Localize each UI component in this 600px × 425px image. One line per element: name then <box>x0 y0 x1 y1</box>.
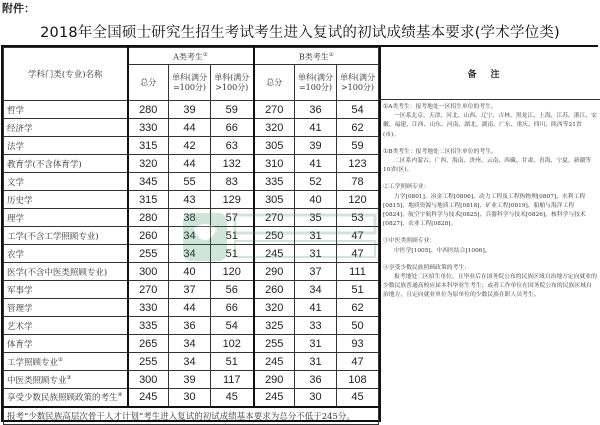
subject-name: 农学 <box>7 249 25 260</box>
score-cell-b-total: 320 <box>254 299 295 317</box>
subject-name-cell <box>4 137 128 155</box>
note-heading: ①A类考生：报考地处一区招生单位的考生。 <box>383 104 497 110</box>
subject-name-cell <box>4 119 128 137</box>
table-row <box>4 263 379 281</box>
score-cell-b-100: 31 <box>295 245 337 263</box>
header-group-a <box>128 48 254 65</box>
note-heading: ③中医类照顾专业： <box>383 238 436 245</box>
subject-name: 艺术学 <box>7 321 33 332</box>
score-cell-b-100: 31 <box>295 227 337 245</box>
score-cell-a-total: 280 <box>128 209 169 227</box>
score-cell-b-100: 33 <box>295 317 337 335</box>
score-cell-b-gt100: 59 <box>337 137 379 155</box>
score-cell-a-total: 335 <box>128 317 169 335</box>
score-cell-b-total: 245 <box>254 353 295 371</box>
score-cell-b-total: 270 <box>254 101 295 119</box>
table-row <box>4 209 379 227</box>
subject-name-cell <box>4 209 128 227</box>
note-category-a <box>383 103 597 140</box>
header-subject-name: 学科门类(专业)名称 <box>4 48 128 101</box>
score-cell-b-gt100: 51 <box>337 281 379 299</box>
score-cell-a-gt100: 132 <box>211 155 254 173</box>
attachment-label: 附件： <box>2 2 35 15</box>
score-cell-a-gt100: 59 <box>211 101 254 119</box>
note-heading: ①B类考生：报考地处二区招生单位的考生。 <box>383 148 497 155</box>
score-cell-b-gt100: 120 <box>337 191 379 209</box>
subject-name-cell <box>4 299 128 317</box>
header-line: 单科(满分 <box>171 72 208 82</box>
subject-name-cell <box>4 173 128 191</box>
table-row <box>4 155 379 173</box>
note-body: 报考地处二区招生单位，且毕业后在国务院公布的民族区域自治地方定向就业的少数民族普通高校应届本科毕业生考生；或者工作单位在国务院公布的民族区域自治地方，且定向就业单位为原单位的少数民族在职人员考生。 <box>383 274 597 299</box>
footnote-mark: ④ <box>117 392 123 399</box>
score-requirements-table <box>1 45 598 422</box>
header-b-single-eq100 <box>295 65 337 101</box>
score-cell-a-gt100: 66 <box>211 119 254 137</box>
subject-name: 医学(不含中医类照顾专业) <box>7 267 108 278</box>
score-cell-b-100: 36 <box>295 371 337 389</box>
score-cell-b-100: 39 <box>295 137 337 155</box>
footer-note: 报考“少数民族高层次骨干人才计划”考生进入复试的初试成绩基本要求为总分不低于245分。 <box>4 407 379 425</box>
group-b-label: B类考生 <box>298 52 329 62</box>
score-cell-a-total: 320 <box>128 155 169 173</box>
subject-name: 工学照顾专业 <box>7 357 59 368</box>
score-cell-b-gt100: 62 <box>337 119 379 137</box>
note-body: 一区系北京、天津、河北、山西、辽宁、吉林、黑龙江、上海、江苏、浙江、安徽、福建、江西、山东、河南、湖北、湖南、广东、重庆、四川、陕西等21省(市)。 <box>383 113 597 138</box>
footnote-mark: ② <box>58 356 63 363</box>
header-b-total: 总分 <box>254 65 295 101</box>
table-row <box>4 101 379 119</box>
score-cell-a-gt100: 45 <box>211 389 254 407</box>
header-group-b <box>254 48 379 65</box>
score-cell-b-total: 335 <box>254 173 295 191</box>
header-line: >100分) <box>215 82 249 92</box>
score-cell-a-gt100: 56 <box>211 281 254 299</box>
score-cell-b-gt100: 78 <box>337 173 379 191</box>
score-cell-a-gt100: 63 <box>211 137 254 155</box>
note-engineering-special <box>383 183 597 229</box>
score-cell-a-100: 37 <box>169 281 211 299</box>
score-cell-a-100: 34 <box>169 227 211 245</box>
subject-name: 体育学 <box>7 339 33 350</box>
subject-name-cell <box>4 317 128 335</box>
score-cell-a-gt100: 54 <box>211 317 254 335</box>
subject-name-cell <box>4 281 128 299</box>
score-cell-b-gt100: 53 <box>337 209 379 227</box>
header-line: =100分) <box>298 82 333 92</box>
table-row <box>4 335 379 353</box>
score-cell-b-gt100: 47 <box>337 353 379 371</box>
score-cell-a-total: 245 <box>128 389 169 407</box>
score-cell-b-100: 34 <box>295 281 337 299</box>
header-b-single-gt100 <box>337 65 379 101</box>
note-tcm-special <box>383 237 597 255</box>
score-cell-b-gt100: 50 <box>337 317 379 335</box>
subject-name: 教育学(不含体育学) <box>7 159 82 170</box>
header-a-single-eq100 <box>169 65 211 101</box>
score-cell-a-total: 255 <box>128 245 169 263</box>
note-body: 中医学[1005]、中西医结合[1006]。 <box>394 247 491 254</box>
score-cell-a-total: 330 <box>128 119 169 137</box>
header-line: =100分) <box>172 82 207 92</box>
score-cell-a-total: 315 <box>128 191 169 209</box>
score-cell-a-100: 34 <box>169 245 211 263</box>
header-line: 单科(满分 <box>339 72 376 82</box>
score-cell-a-gt100: 51 <box>211 353 254 371</box>
subject-name: 法学 <box>7 141 25 152</box>
score-cell-a-gt100: 51 <box>211 227 254 245</box>
subject-name-cell <box>4 371 128 389</box>
subject-name-cell <box>4 101 128 119</box>
score-cell-a-100: 40 <box>169 263 211 281</box>
score-cell-b-gt100: 111 <box>337 263 379 281</box>
score-cell-a-gt100: 57 <box>211 209 254 227</box>
note-heading: ④享受少数民族照顾政策的考生： <box>383 264 470 271</box>
score-cell-a-total: 330 <box>128 299 169 317</box>
table-row <box>4 173 379 191</box>
score-cell-a-total: 265 <box>128 335 169 353</box>
score-grid <box>3 47 379 425</box>
score-cell-b-total: 250 <box>254 227 295 245</box>
score-cell-a-100: 44 <box>169 119 211 137</box>
score-cell-a-gt100: 120 <box>211 263 254 281</box>
score-cell-a-total: 260 <box>128 227 169 245</box>
subject-name-cell <box>4 389 128 407</box>
score-cell-b-gt100: 47 <box>337 245 379 263</box>
score-cell-b-total: 305 <box>254 191 295 209</box>
score-cell-b-gt100: 62 <box>337 299 379 317</box>
score-cell-b-100: 31 <box>295 353 337 371</box>
score-cell-b-total: 270 <box>254 209 295 227</box>
score-cell-b-100: 41 <box>295 119 337 137</box>
score-cell-b-100: 31 <box>295 335 337 353</box>
note-heading: ②工学照顾专业： <box>383 184 430 191</box>
score-cell-b-total: 310 <box>254 155 295 173</box>
subject-name: 理学 <box>7 213 25 224</box>
score-cell-b-total: 245 <box>254 389 295 407</box>
score-cell-b-total: 305 <box>254 137 295 155</box>
score-cell-b-total: 290 <box>254 371 295 389</box>
group-b-footnote-mark: ① <box>328 51 334 58</box>
score-cell-a-100: 55 <box>169 173 211 191</box>
note-body: 力学[0801]、冶金工程[0806]、动力工程及工程热物理[0807]、水利工程[0815]、地质资源与地质工程[0818]、矿业工程[0819]、船舶与海洋工程[0824]、航空宇航科学与技术[0825]、兵器科学与技术[0826]、核科学与技术[0827]、农业工程[0828]。 <box>383 193 586 228</box>
score-cell-a-total: 270 <box>128 281 169 299</box>
table-row <box>4 317 379 335</box>
score-cell-a-total: 315 <box>128 137 169 155</box>
score-cell-a-100: 39 <box>169 101 211 119</box>
subject-name: 军事学 <box>7 285 33 296</box>
score-cell-b-100: 30 <box>295 389 337 407</box>
group-a-footnote-mark: ① <box>202 51 208 58</box>
note-body: 二区系内蒙古、广西、海南、贵州、云南、西藏、甘肃、青海、宁夏、新疆等10省(区)。 <box>383 158 592 174</box>
score-cell-a-gt100: 51 <box>211 245 254 263</box>
score-cell-a-gt100: 66 <box>211 299 254 317</box>
subject-name-cell <box>4 353 128 371</box>
footer-row <box>4 407 379 425</box>
table-row <box>4 191 379 209</box>
score-cell-a-100: 38 <box>169 209 211 227</box>
score-cell-b-total: 245 <box>254 245 295 263</box>
score-cell-b-total: 255 <box>254 335 295 353</box>
table-row <box>4 119 379 137</box>
table-row <box>4 281 379 299</box>
score-cell-b-100: 40 <box>295 191 337 209</box>
score-cell-a-100: 39 <box>169 371 211 389</box>
subject-name: 哲学 <box>7 105 25 116</box>
table-row <box>4 389 379 407</box>
subject-name: 中医类照顾专业 <box>7 375 67 386</box>
score-cell-b-100: 52 <box>295 173 337 191</box>
note-ethnic-minority <box>383 264 597 301</box>
header-a-single-gt100 <box>211 65 254 101</box>
header-line: >100分) <box>340 82 375 92</box>
score-cell-b-gt100: 45 <box>337 389 379 407</box>
header-a-total: 总分 <box>128 65 169 101</box>
score-cell-b-100: 37 <box>295 263 337 281</box>
score-cell-b-gt100: 54 <box>337 101 379 119</box>
subject-name-cell <box>4 245 128 263</box>
subject-name-cell <box>4 191 128 209</box>
score-cell-a-100: 44 <box>169 299 211 317</box>
score-cell-a-total: 345 <box>128 173 169 191</box>
score-cell-b-100: 36 <box>295 101 337 119</box>
score-cell-a-gt100: 102 <box>211 335 254 353</box>
score-cell-a-total: 280 <box>128 101 169 119</box>
subject-name: 经济学 <box>7 123 33 134</box>
table-row <box>4 227 379 245</box>
score-cell-b-total: 320 <box>254 119 295 137</box>
note-category-b <box>383 148 597 176</box>
table-row <box>4 353 379 371</box>
table-row <box>4 245 379 263</box>
score-cell-b-gt100: 123 <box>337 155 379 173</box>
score-cell-a-total: 255 <box>128 353 169 371</box>
table-row <box>4 299 379 317</box>
header-line: 单科(满分 <box>297 72 334 82</box>
score-cell-b-gt100: 47 <box>337 227 379 245</box>
subject-name-cell <box>4 263 128 281</box>
subject-name-cell <box>4 335 128 353</box>
score-cell-a-100: 42 <box>169 137 211 155</box>
header-remarks: 备注 <box>379 47 600 100</box>
score-cell-b-total: 325 <box>254 317 295 335</box>
score-cell-b-100: 41 <box>295 299 337 317</box>
score-cell-b-gt100: 93 <box>337 335 379 353</box>
score-cell-a-100: 30 <box>169 389 211 407</box>
table-row <box>4 137 379 155</box>
score-cell-a-100: 44 <box>169 155 211 173</box>
subject-name: 管理学 <box>7 303 33 314</box>
score-cell-a-gt100: 129 <box>211 191 254 209</box>
score-cell-b-100: 35 <box>295 209 337 227</box>
document-title: 2018年全国硕士研究生招生考试考生进入复试的初试成绩基本要求(学术学位类) <box>40 25 560 41</box>
subject-name: 工学(不含工学照顾专业) <box>7 231 99 242</box>
score-cell-b-gt100: 108 <box>337 371 379 389</box>
score-cell-a-100: 34 <box>169 353 211 371</box>
group-a-label: A类考生 <box>173 52 203 62</box>
footnote-mark: ③ <box>66 374 72 381</box>
subject-name-cell <box>4 227 128 245</box>
score-cell-a-100: 36 <box>169 317 211 335</box>
subject-name-cell <box>4 155 128 173</box>
score-cell-a-100: 43 <box>169 191 211 209</box>
table-row <box>4 371 379 389</box>
score-cell-b-100: 41 <box>295 155 337 173</box>
header-line: 单科(满分 <box>214 72 250 82</box>
score-cell-a-gt100: 83 <box>211 173 254 191</box>
score-cell-a-100: 34 <box>169 335 211 353</box>
subject-name: 享受少数民族照顾政策的考生 <box>7 393 118 404</box>
remarks-notes <box>379 100 600 422</box>
score-cell-b-total: 260 <box>254 281 295 299</box>
score-cell-a-total: 300 <box>128 371 169 389</box>
subject-name: 文学 <box>7 177 25 188</box>
score-cell-a-total: 300 <box>128 263 169 281</box>
subject-name: 历史学 <box>7 195 33 206</box>
score-cell-a-gt100: 117 <box>211 371 254 389</box>
score-cell-b-total: 290 <box>254 263 295 281</box>
